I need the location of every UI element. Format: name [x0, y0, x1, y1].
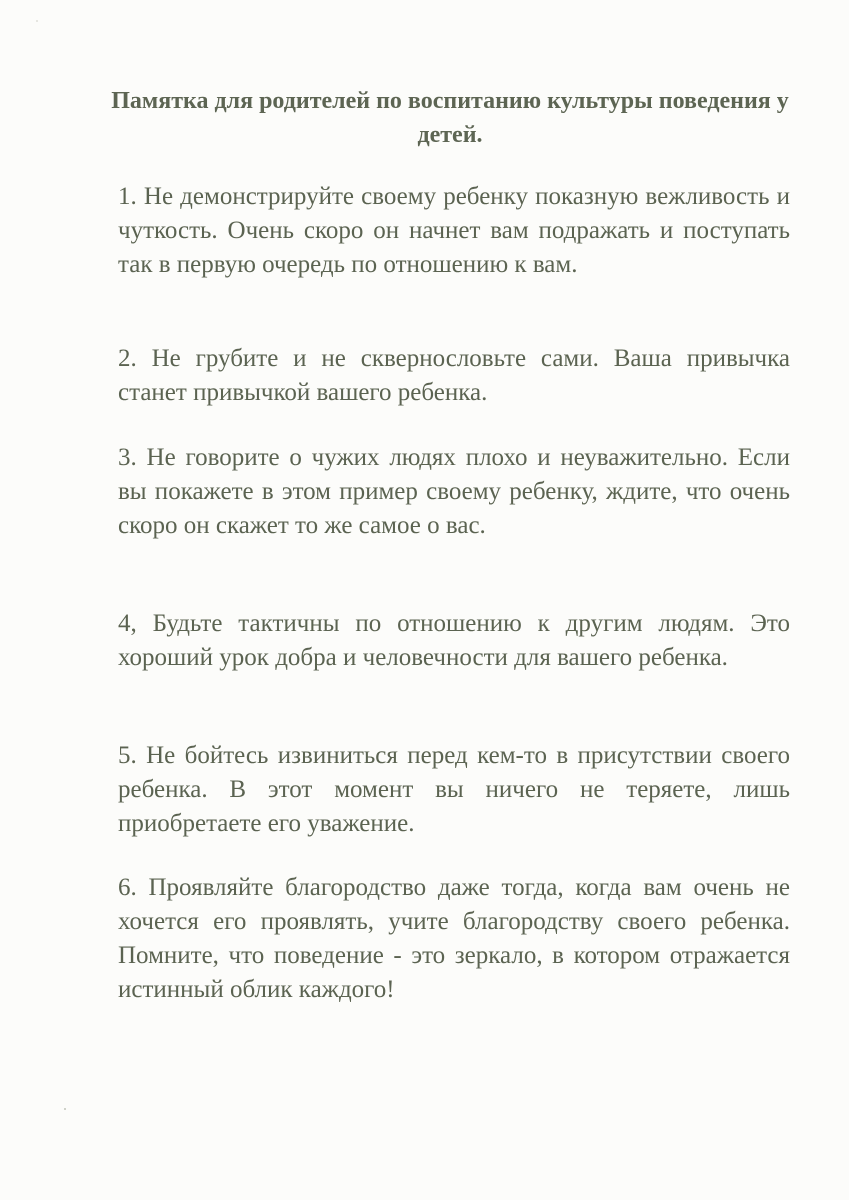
paragraph-3: 3. Не говорите о чужих людях плохо и неуважительно. Если вы покажете в этом пример своему ребенку, ждите, что очень скоро он скажет то же самое о вас. [118, 444, 790, 539]
scan-speck [36, 20, 38, 22]
paragraph-1: 1. Не демонстрируйте своему ребенку показную вежливость и чуткость. Очень скоро он начнет вам подражать и поступать так в первую очередь по отношению к вам. [118, 183, 790, 278]
document-title: Памятка для родителей по воспитанию культуры поведения у детей. [111, 88, 789, 148]
paragraph-4: 4, Будьте тактичны по отношению к другим людям. Это хороший урок добра и человечности для вашего ребенка. [118, 610, 790, 671]
paragraph-2: 2. Не грубите и не сквернословьте сами. Ваша привычка станет привычкой вашего ребенка. [118, 345, 790, 406]
scan-speck [64, 1108, 66, 1110]
paragraph-5: 5. Не бойтесь извиниться перед кем-то в присутствии своего ребенка. В этот момент вы ничего не теряете, лишь приобретаете его уважение. [118, 742, 790, 837]
paragraph-6: 6. Проявляйте благородство даже тогда, когда вам очень не хочется его проявлять, учите благородству своего ребенка. Помните, что поведение - это зеркало, в котором отражается истинный облик каждого! [118, 874, 790, 1003]
